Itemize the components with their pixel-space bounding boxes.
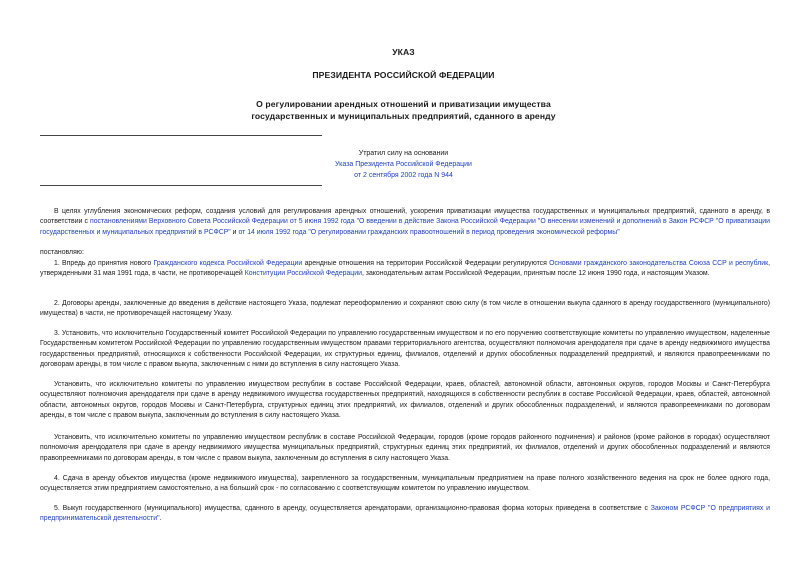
intro-text-2: и xyxy=(230,228,239,236)
paragraph-5: Установить, что исключительно комитеты по управлению имуществом республик в составе Российской Федерации, городов (кроме городов районного подчинения) и районов (кроме районов в городах) осуществляют полномочия арендодателя при сдаче в аренду недвижимого имущества муниципальных предприятий, структурных единиц этих предприятий, их филиалов, отделений и других обособленных подразделений и являются правопреемниками по договорам аренды, в том числе с правом выкупа, заключенным до вступления в силу настоящего Указа. xyxy=(40,434,770,462)
link-supreme-council-resolution[interactable]: постановлениями Верховного Совета Российской Федерации от 5 июня 1992 года "О введении в действие Закона Российской Федерации "О внесении изменений и дополнений в Закон РСФСР "О приватизации государственных и муниципальных предприятий в РСФСР" xyxy=(40,218,770,236)
lost-force-link-1[interactable]: Указа Президента Российской Федерации xyxy=(335,161,472,168)
lost-force-text: Утратил силу на основании xyxy=(358,150,449,157)
link-civil-relations-resolution[interactable]: от 14 июля 1992 года "О регулировании гражданских правоотношений в период проведения экономической реформы" xyxy=(238,228,620,236)
p1-text-2: арендные отношения на территории Российской Федерации регулируются xyxy=(302,260,550,267)
paragraph-6: 4. Сдача в аренду объектов имущества (кроме недвижимого имущества), закрепленного за государственным, муниципальным предприятием на праве полного хозяйственного ведения на срок не более одного года, осуществляется этим предприятием самостоятельно, а на больший срок - по согласованию с соответствующим комитетом по управлению имуществом. xyxy=(40,475,770,493)
p7-text-2: . xyxy=(159,515,162,523)
paragraph-4: Установить, что исключительно комитеты по управлению имуществом республик в составе Российской Федерации, краев, областей, автономной области, автономных округов, городов Москвы и Санкт-Петербурга осуществляют полномочия арендодателя при сдаче в аренду недвижимого имущества государственных предприятий, находящихся в собственности республик в составе Российской Федерации, краев, областей, автономной области, автономных округов, городов Москвы и Санкт-Петербурга, структурных единиц этих предприятий, их филиалов, отделений и других обособленных подразделений, и являются правопреемниками по договорам аренды, в том числе с правом выкупа, заключенным до вступления в силу настоящего Указа. xyxy=(40,381,770,420)
lost-force-link-2[interactable]: от 2 сентября 2002 года N 944 xyxy=(354,172,453,179)
p1-text-4: , законодательным актам Российской Федерации, принятым после 12 июня 1990 года, и настоящим Указом. xyxy=(361,270,710,278)
paragraph-3: 3. Установить, что исключительно Государственный комитет Российской Федерации по управлению государственным имуществом и по его поручению соответствующие комитеты по управлению имуществом, наделенные Государственным комитетом Российской Федерации по управлению государственным имуществом правами территориального агентства, осуществляют полномочия арендодателя при сдаче в аренду недвижимого имущества государственных предприятий, относящихся к собственности Российской Федерации, их структурных единиц, филиалов, отделений и других обособленных подразделений предприятий, и являются правопреемниками по договорам аренды, в том числе с правом выкупа, заключенным с ними до вступления в силу настоящего Указа. xyxy=(40,330,770,369)
subject-line-1: О регулировании арендных отношений и приватизации имущества xyxy=(256,99,551,109)
link-constitution[interactable]: Конституции Российской Федерации xyxy=(244,270,362,278)
paragraph-7 xyxy=(40,504,770,525)
paragraph-2: 2. Договоры аренды, заключенные до введения в действие настоящего Указа, подлежат переоформлению и сохраняют свою силу (в том числе в отношении выкупа сданного в аренду государственного (муниципального) имущества) в части, не противоречащей настоящему Указу. xyxy=(40,300,770,318)
lost-force-note xyxy=(0,148,807,181)
link-enterprises-law[interactable]: Законом РСФСР "О предприятиях и предпринимательской деятельности" xyxy=(40,505,770,523)
intro-paragraph xyxy=(40,207,770,238)
paragraph-1 xyxy=(40,259,770,280)
issuer-heading: ПРЕЗИДЕНТА РОССИЙСКОЙ ФЕДЕРАЦИИ xyxy=(312,70,495,80)
decree-word: постановляю: xyxy=(40,249,84,256)
p1-text-1: 1. Впредь до принятия нового xyxy=(54,260,154,267)
divider-top xyxy=(40,135,322,136)
p7-text-1: 5. Выкуп государственного (муниципального) имущества, сданного в аренду, осуществляется арендаторами, организационно-правовая форма которых приведена в соответствие с xyxy=(54,505,651,512)
p1-text-3: , утвержденными 31 мая 1991 года, в части, не противоречащей xyxy=(40,260,771,278)
subject-line-2: государственных и муниципальных предприятий, сданного в аренду xyxy=(251,111,556,121)
decree-subject-heading xyxy=(0,98,807,122)
doc-type-heading: УКАЗ xyxy=(392,47,415,57)
link-civil-legislation-basics[interactable]: Основами гражданского законодательства Союза ССР и республик xyxy=(549,260,769,267)
intro-text-1: В целях углубления экономических реформ, создания условий для регулирования арендных отношений, ускорения приватизации имущества государственных и муниципальных предприятий, сданного в аренду, в соответствии с xyxy=(40,208,770,226)
link-civil-code[interactable]: Гражданского кодекса Российской Федерации xyxy=(153,260,303,267)
divider-bottom xyxy=(40,185,322,186)
